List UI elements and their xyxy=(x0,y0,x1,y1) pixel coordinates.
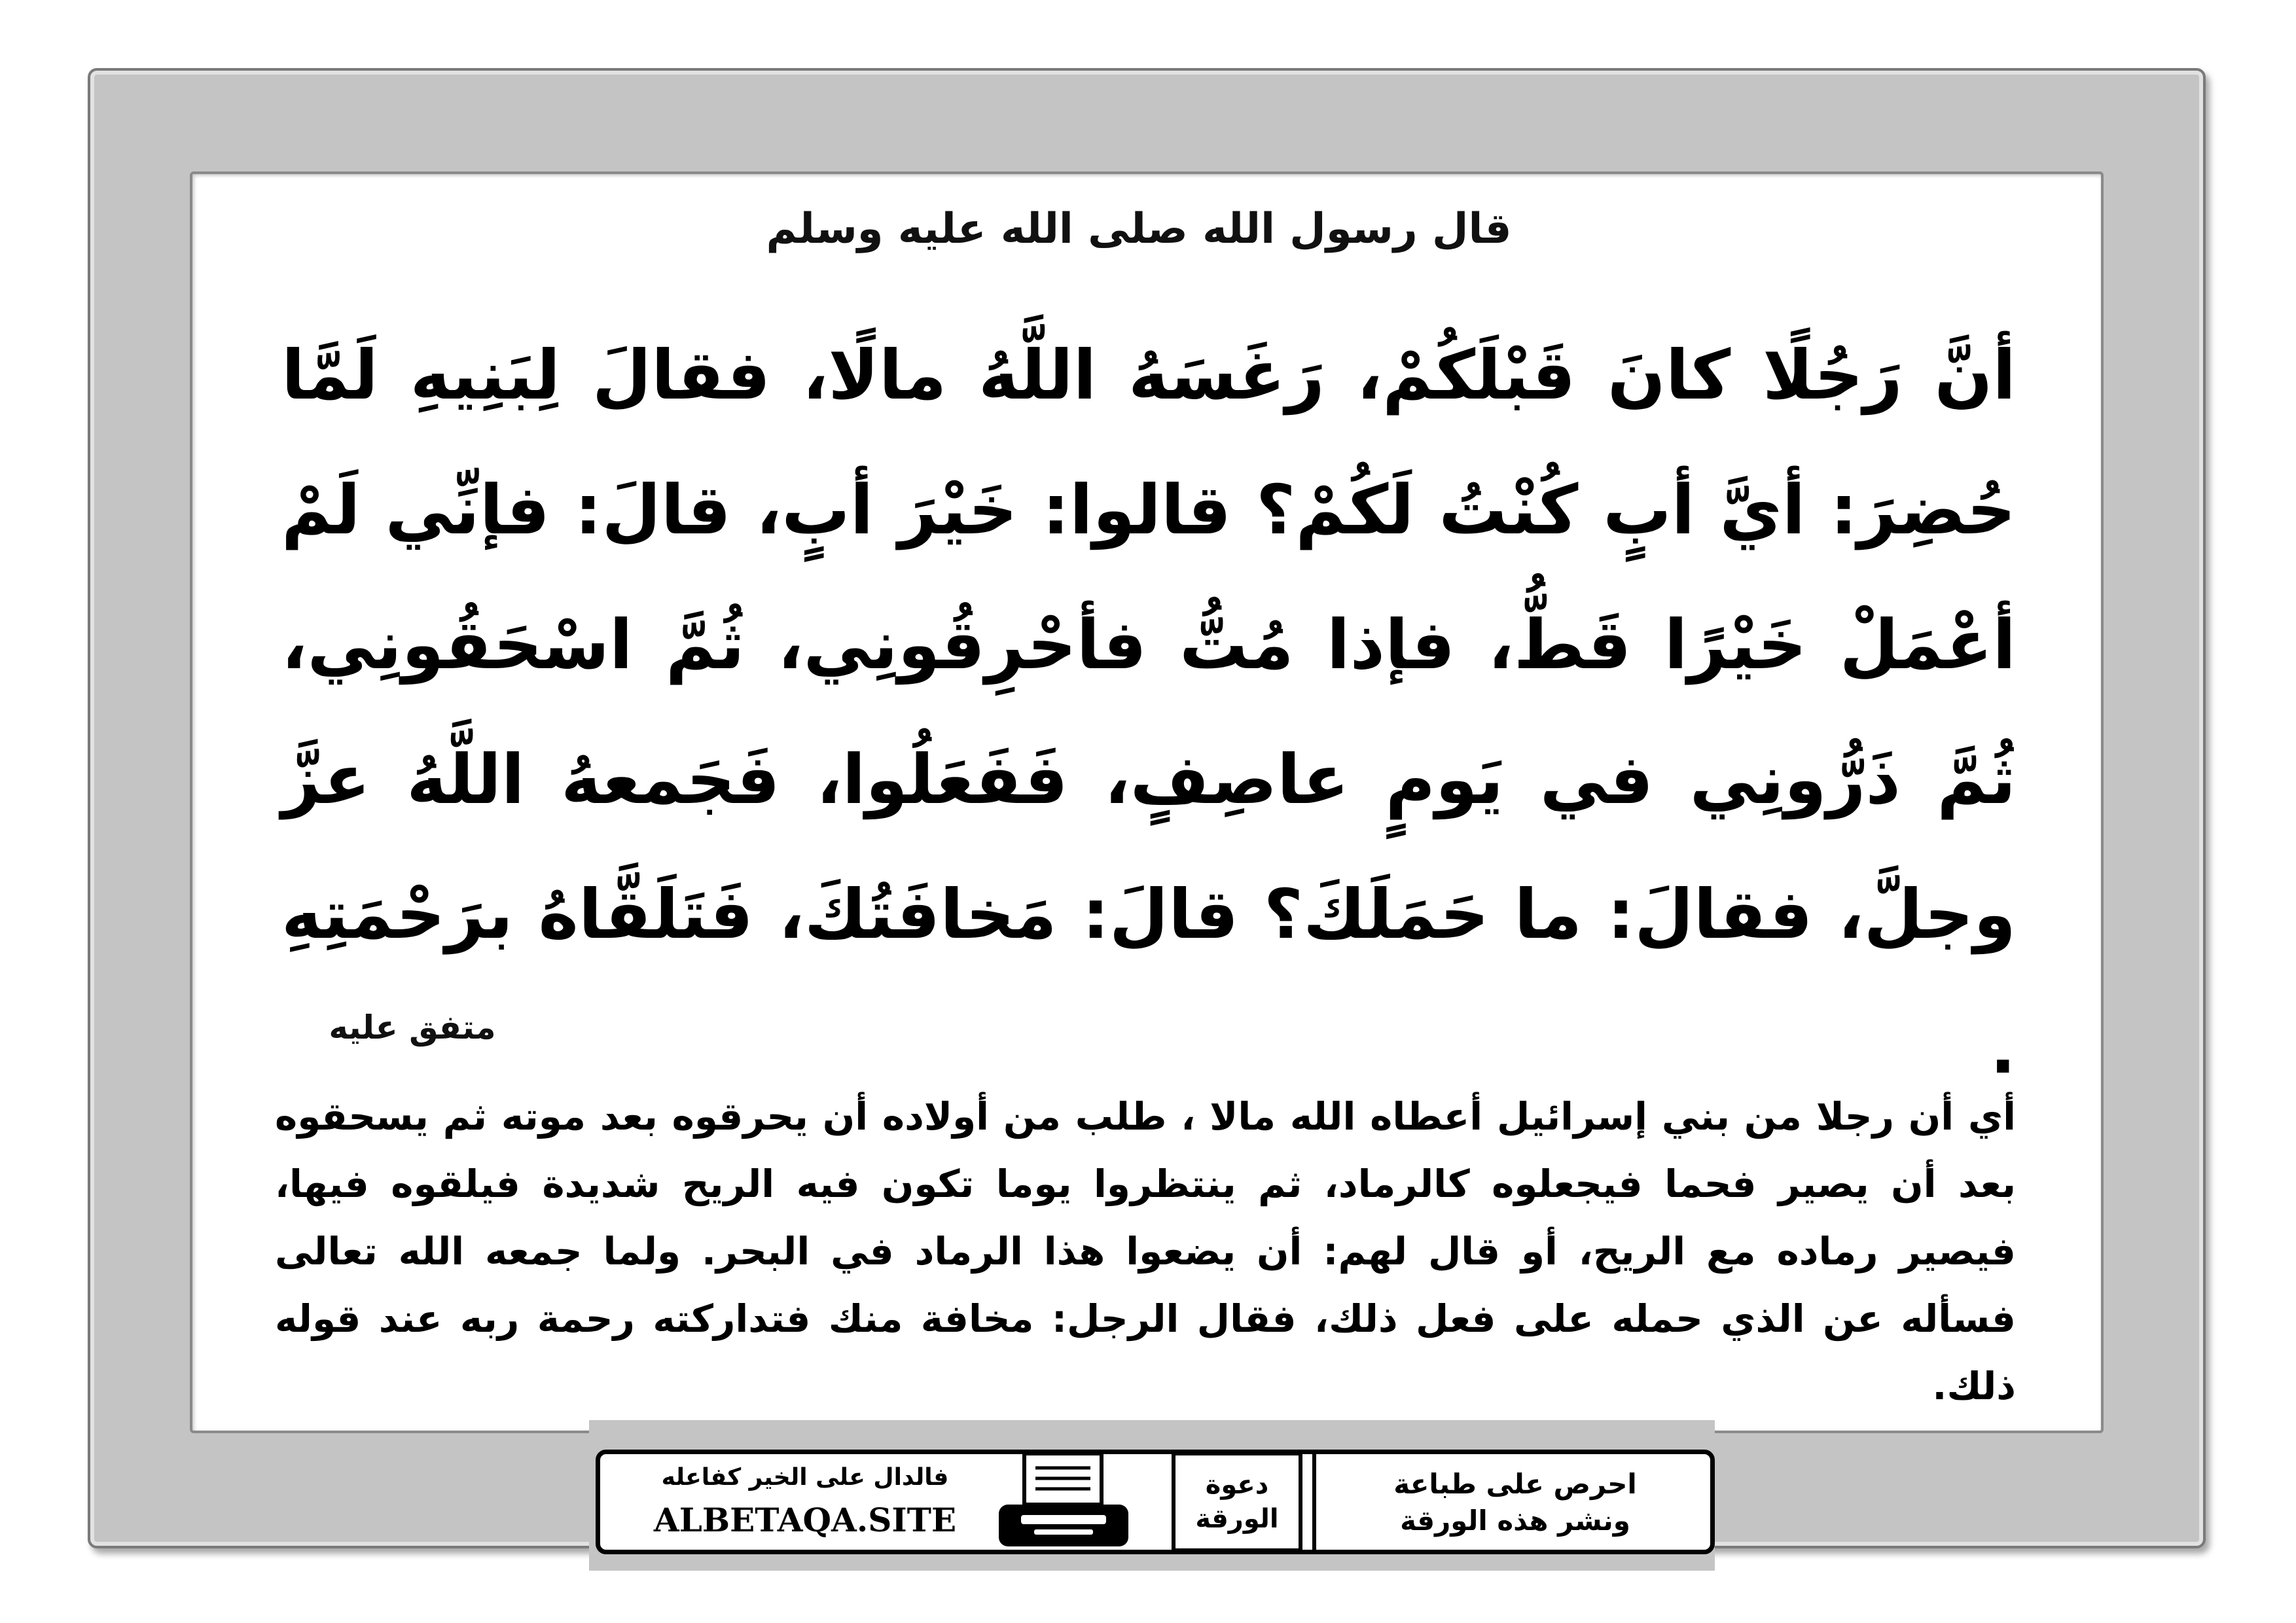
hadith-source: متفق عليه xyxy=(329,1008,496,1046)
print-note-box xyxy=(1316,1450,1715,1554)
site-link[interactable]: ALBETAQA.SITE xyxy=(653,1501,957,1539)
page-heading: قال رسول الله صلى الله عليه وسلم xyxy=(766,205,1512,253)
slogan: فالدال على الخير كفاعله xyxy=(661,1464,949,1491)
print-note-line-2: ونشر هذه الورقة xyxy=(1400,1505,1630,1537)
hadith-text: أنَّ رَجُلًا كانَ قَبْلَكُمْ، رَغَسَهُ اللَّهُ مالًا، فقالَ لِبَنِيهِ لَمَّا حُضِرَ: أيَّ أبٍ كُنْتُ لَكُمْ؟ قالوا: خَيْرَ أبٍ، قالَ: فإنِّي لَمْ أعْمَلْ خَيْرًا قَطُّ، فإذا مُتُّ فأحْرِقُونِي، ثُمَّ اسْحَقُونِي، ثُمَّ ذَرُّونِي في يَومٍ عاصِفٍ، فَفَعَلُوا، فَجَمعهُ اللَّهُ عزَّ وجلَّ، فقالَ: ما حَمَلَكَ؟ قالَ: مَخافَتُكَ، فَتَلَقَّاهُ برَحْمَتِهِ . xyxy=(281,335,2016,1089)
logo-text: دعوة الورقة xyxy=(1195,1470,1279,1534)
site-box xyxy=(596,1450,1014,1554)
logo xyxy=(1172,1452,1302,1552)
explanation-text: أي أن رجلا من بني إسرائيل أعطاه الله مالا ، طلب من أولاده أن يحرقوه بعد موته ثم يسحقوه بعد أن يصير فحما فيجعلوه كالرماد، ثم ينتظروا يوما تكون فيه الريح شديدة فيلقوه فيها، فيصير رماده مع الريح، أو قال لهم: أن يضعوا هذا الرماد في البحر. ولما جمعه الله تعالى فسأله عن الذي حمله على فعل ذلك، فقال الرجل: مخافة منك فتداركته رحمة ربه عند قوله ذلك. xyxy=(275,1094,2016,1408)
print-note-line-1: احرص على طباعة xyxy=(1393,1468,1637,1500)
printer-icon xyxy=(995,1450,1132,1554)
